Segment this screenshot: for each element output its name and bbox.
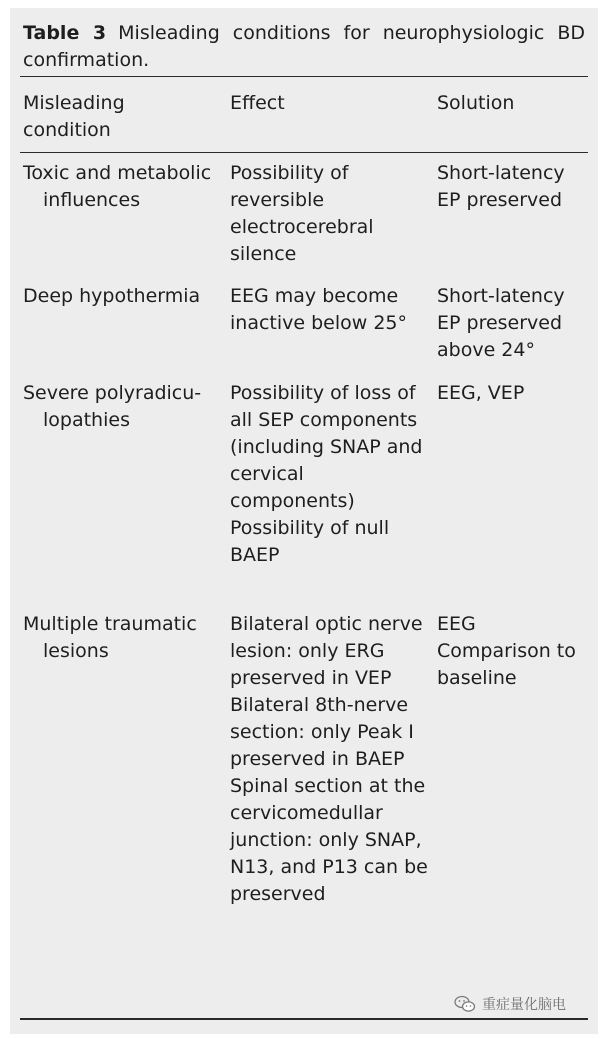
column-header-effect: Effect: [230, 92, 285, 114]
row-3-effect-part-2: Possibility of null BAEP: [230, 517, 390, 566]
row-4-solution-part-2: Comparison to baseline: [437, 640, 576, 689]
row-4-effect-part-2: Bilateral 8th-nerve section: only Peak I preserved in BAEP: [230, 694, 414, 770]
row-4-solution-part-1: EEG: [437, 613, 476, 635]
table-title: Misleading conditions for neurophysiologic BD confirmation.: [23, 22, 586, 71]
table-label: Table 3: [23, 22, 107, 44]
row-4-effect: [230, 611, 430, 908]
row-3-effect-part-1: Possibility of loss of all SEP components (including SNAP and cervical components): [230, 382, 423, 512]
row-4-solution: [437, 611, 592, 692]
row-2-solution: Short-latency EP preserved above 24°: [437, 285, 565, 361]
top-rule: [20, 76, 588, 77]
row-3-solution: EEG, VEP: [437, 382, 525, 404]
bottom-rule: [20, 1018, 588, 1020]
row-2-effect: EEG may become inactive below 25°: [230, 285, 408, 334]
table-caption: [23, 20, 585, 74]
row-3-effect: [230, 380, 430, 569]
row-4-condition: Multiple traumatic lesions: [23, 613, 197, 662]
row-4-effect-part-1: Bilateral optic nerve lesion: only ERG preserved in VEP: [230, 613, 423, 689]
column-header-solution: Solution: [437, 92, 515, 114]
watermark: [454, 994, 566, 1014]
row-1-solution: Short-latency EP preserved: [437, 162, 565, 211]
row-1-condition: Toxic and metabolic influences: [23, 162, 212, 211]
watermark-text: 重症量化脑电: [482, 997, 566, 1013]
row-1-effect: Possibility of reversible electrocerebral silence: [230, 162, 374, 265]
column-header-condition: Misleading condition: [23, 92, 125, 141]
table-page: [10, 8, 598, 1034]
header-rule: [20, 152, 588, 153]
row-2-condition: Deep hypothermia: [23, 285, 201, 307]
row-3-condition: Severe polyradicu-lopathies: [23, 382, 202, 431]
wechat-icon: [454, 995, 476, 1013]
row-4-effect-part-3: Spinal section at the cervicomedullar junction: only SNAP, N13, and P13 can be preserved: [230, 775, 428, 905]
